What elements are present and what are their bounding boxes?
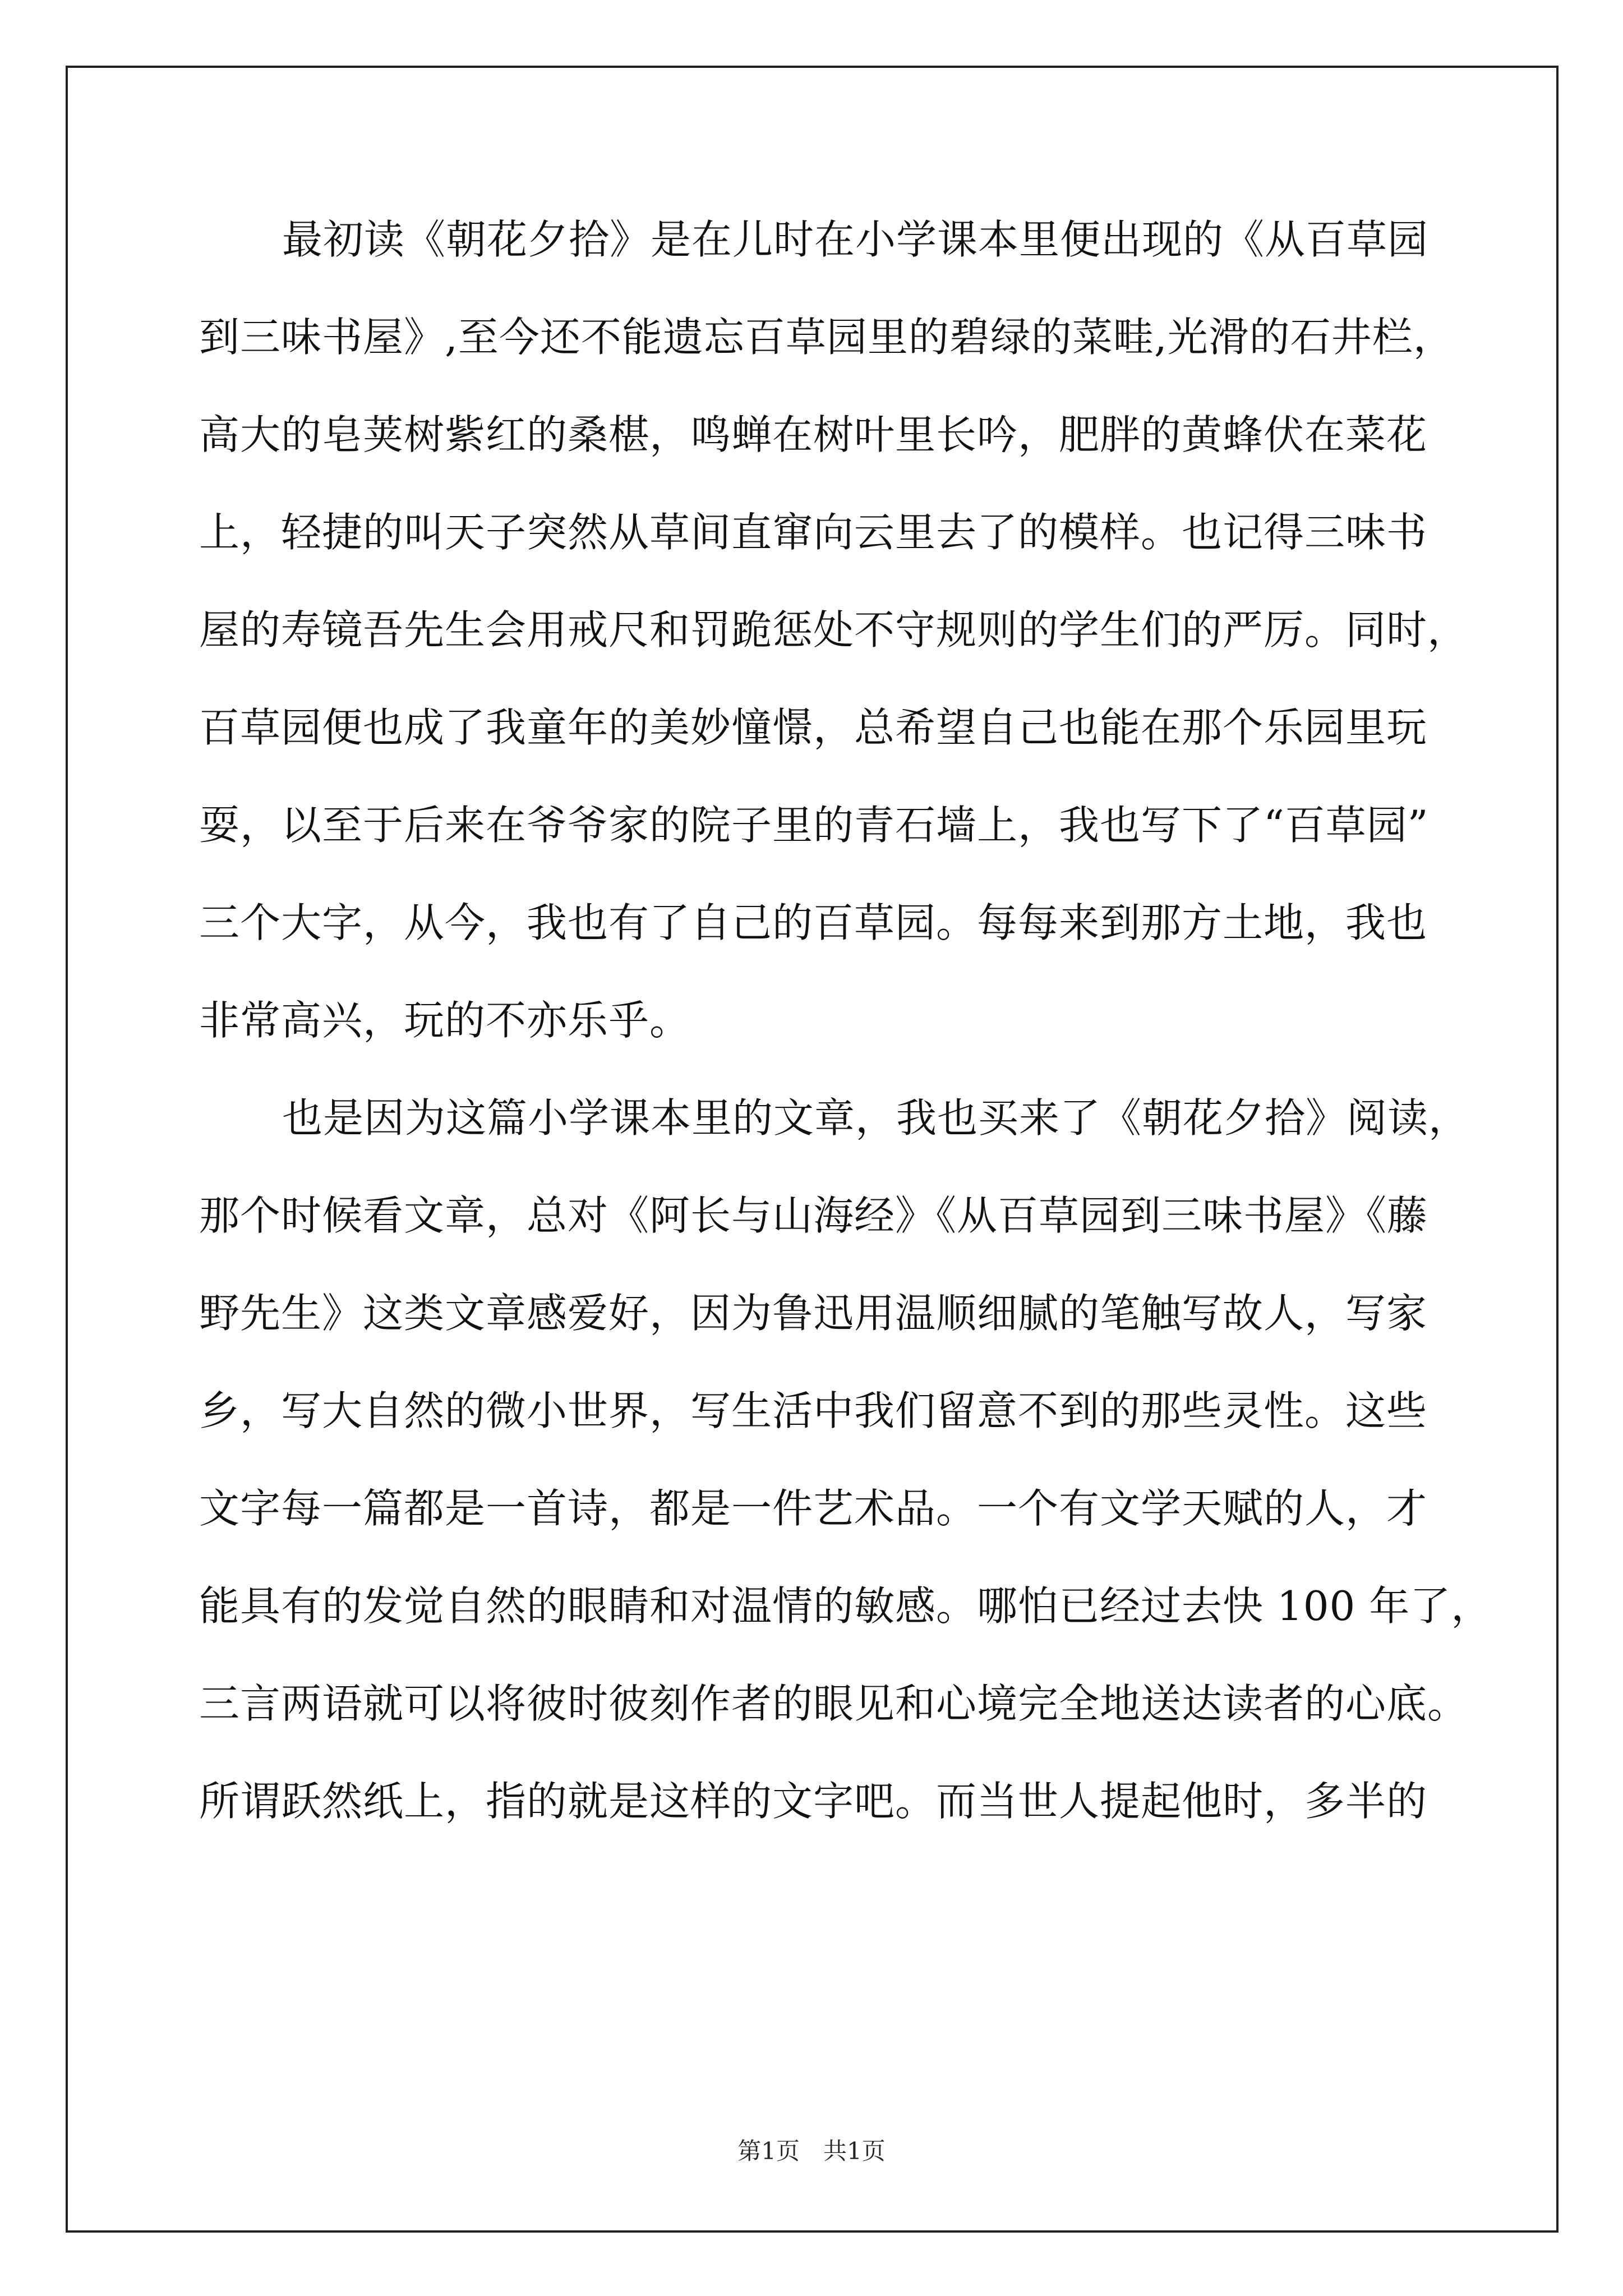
paragraph-2-line-8: 所谓跃然纸上，指的就是这样的文字吧。而当世人提起他时，多半的 xyxy=(199,1778,1428,1825)
paragraph-1-line-5: 屋的寿镜吾先生会用戒尺和罚跪惩处不守规则的学生们的严厉。同时， xyxy=(199,606,1469,654)
paragraph-2-line-1: 也是因为这篇小学课本里的文章，我也买来了《朝花夕拾》阅读， xyxy=(282,1094,1470,1142)
paragraph-1-line-6: 百草园便也成了我童年的美妙憧憬，总希望自己也能在那个乐园里玩 xyxy=(199,704,1428,751)
paragraph-1-line-2: 到三味书屋》,至今还不能遗忘百草园里的碧绿的菜畦,光滑的石井栏， xyxy=(199,314,1454,361)
paragraph-1-line-1: 最初读《朝花夕拾》是在儿时在小学课本里便出现的《从百草园 xyxy=(282,216,1429,263)
paragraph-2-line-5: 文字每一篇都是一首诗，都是一件艺术品。一个有文学天赋的人，才 xyxy=(199,1485,1428,1532)
document-body xyxy=(199,213,1492,1872)
page-number-footer: 第1页 共1页 xyxy=(737,2137,886,2165)
paragraph-2-line-3: 野先生》这类文章感爱好，因为鲁迅用温顺细腻的笔触写故人，写家 xyxy=(199,1290,1428,1337)
paragraph-2-line-6: 能具有的发觉自然的眼睛和对温情的敏感。哪怕已经过去快 100 年了， xyxy=(199,1582,1492,1630)
paragraph-2-line-4: 乡，写大自然的微小世界，写生活中我们留意不到的那些灵性。这些 xyxy=(199,1387,1428,1434)
paragraph-1-line-9: 非常高兴，玩的不亦乐乎。 xyxy=(199,997,691,1044)
paragraph-1-line-4: 上，轻捷的叫天子突然从草间直窜向云里去了的模样。也记得三味书 xyxy=(199,509,1428,556)
paragraph-1-line-3: 高大的皂荚树紫红的桑椹，鸣蝉在树叶里长吟，肥胖的黄蜂伏在菜花 xyxy=(199,411,1428,458)
paragraph-1-line-7: 耍，以至于后来在爷爷家的院子里的青石墙上，我也写下了“百草园” xyxy=(199,802,1429,849)
paragraph-2-line-7: 三言两语就可以将彼时彼刻作者的眼见和心境完全地送达读者的心底。 xyxy=(199,1680,1469,1727)
paragraph-2-line-2: 那个时候看文章，总对《阿长与山海经》《从百草园到三味书屋》《藤 xyxy=(199,1192,1428,1239)
paragraph-1-line-8: 三个大字，从今，我也有了自己的百草园。每每来到那方土地，我也 xyxy=(199,899,1428,946)
